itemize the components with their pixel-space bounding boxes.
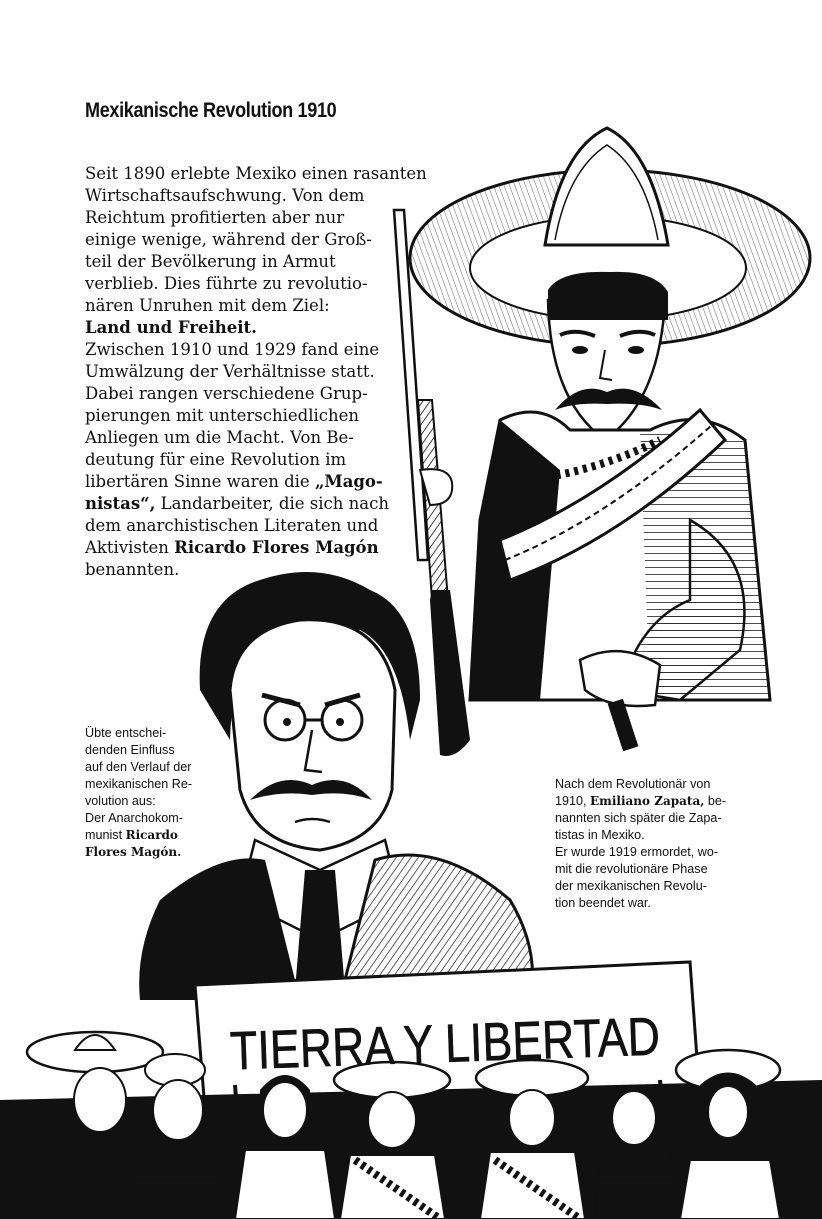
caption-line: auf den Verlauf der: [85, 760, 192, 774]
highlight-slogan: Land und Freiheit.: [85, 318, 257, 337]
text-line: einige wenige, während der Groß-: [85, 230, 372, 249]
text-line: Anliegen um die Macht. Von Be-: [85, 428, 354, 447]
text-line: [85, 471, 445, 493]
caption-line: mexikanischen Re-: [85, 777, 193, 791]
caption-line: denden Einfluss: [85, 743, 175, 757]
caption-magon: [85, 725, 215, 861]
banner-slogan: TIERRA Y LIBERTAD: [229, 1003, 750, 1082]
text-run: Aktivisten: [85, 538, 175, 557]
main-text: [85, 163, 445, 581]
caption-line: der mexikanischen Revolu-: [555, 879, 707, 893]
caption-line: Übte entschei-: [85, 726, 167, 740]
text-line: Reichtum profitierten aber nur: [85, 208, 345, 227]
caption-line: [555, 793, 765, 810]
zapata-figure: [410, 128, 810, 751]
highlight-name: Ricardo Flores Magón: [174, 538, 379, 557]
caption-name: Emiliano Zapata,: [590, 794, 705, 808]
text-line: Dabei rangen verschiedene Grup-: [85, 384, 368, 403]
text-line: [85, 317, 445, 339]
caption-line: Nach dem Revolutionär von: [555, 777, 711, 791]
page-title: Mexikanische Revolution 1910: [85, 99, 337, 122]
caption-line: mit die revolutionäre Phase: [555, 862, 708, 876]
caption-line: [85, 827, 215, 844]
highlight-magonistas: nistas“,: [85, 494, 156, 513]
caption-line: [85, 844, 215, 861]
caption-name: Flores Magón.: [85, 845, 182, 859]
caption-line: volution aus:: [85, 794, 156, 808]
text-line: Umwälzung der Verhältnisse statt.: [85, 362, 375, 381]
text-line: benannten.: [85, 560, 180, 579]
text-line: dem anarchistischen Literaten und: [85, 516, 379, 535]
text-line: teil der Bevölkerung in Armut: [85, 252, 336, 271]
text-line: pierungen mit unterschiedlichen: [85, 406, 360, 425]
text-line: Zwischen 1910 und 1929 fand eine: [85, 340, 380, 359]
highlight-magonistas: „Mago-: [314, 472, 383, 491]
caption-line: nannten sich später die Zapa-: [555, 811, 722, 825]
text-run: libertären Sinne waren die: [85, 472, 315, 491]
text-line: [85, 537, 445, 559]
text-line: verblieb. Dies führte zu revolutio-: [85, 274, 368, 293]
text-line: [85, 493, 445, 515]
caption-run: munist: [85, 828, 126, 842]
caption-name: Ricardo: [125, 828, 178, 842]
text-line: Seit 1890 erlebte Mexiko einen rasanten: [85, 164, 427, 183]
caption-line: tion beendet war.: [555, 896, 651, 910]
text-run: Landarbeiter, die sich nach: [155, 494, 389, 513]
caption-run: 1910,: [555, 794, 591, 808]
text-line: Wirtschaftsaufschwung. Von dem: [85, 186, 365, 205]
caption-run: be-: [704, 794, 727, 808]
caption-line: Er wurde 1919 ermordet, wo-: [555, 845, 719, 859]
text-line: deutung für eine Revolution im: [85, 450, 347, 469]
caption-zapata: [555, 776, 765, 912]
text-line: nären Unruhen mit dem Ziel:: [85, 296, 330, 315]
caption-line: tistas in Mexiko.: [555, 828, 645, 842]
caption-line: Der Anarchokom-: [85, 811, 183, 825]
